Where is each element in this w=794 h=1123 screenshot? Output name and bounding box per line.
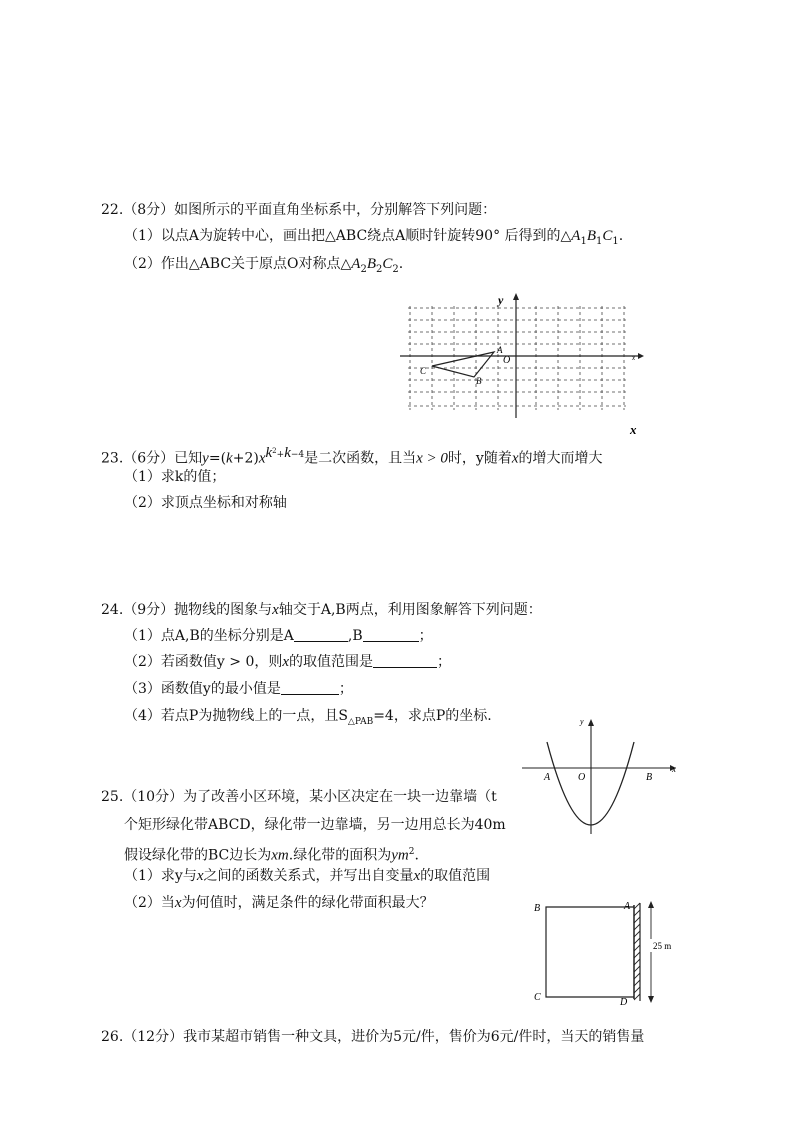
point-c-label: C bbox=[534, 992, 541, 1003]
y-axis-arrow bbox=[513, 293, 519, 300]
q25-line1: 25.（10分）为了改善小区环境，某小区决定在一块一边靠墙（t bbox=[101, 789, 497, 805]
q25-part1: （1）求y与x之间的函数关系式，并写出自变量x的取值范围 bbox=[124, 868, 491, 884]
answer-blank-b[interactable] bbox=[363, 627, 419, 642]
point-c-label: C bbox=[420, 366, 427, 376]
point-a-label: A bbox=[544, 772, 551, 783]
point-d-label: D bbox=[620, 997, 628, 1008]
q23-heading: 23.（6分）已知$y=(k+2)x^{k^2+k-4}$是二次函数，且当x > 0时，y随着x的增大而增大 bbox=[101, 445, 603, 467]
origin-label: O bbox=[578, 772, 586, 783]
answer-blank-min[interactable] bbox=[281, 680, 339, 695]
q24-part2: （2）若函数值y > 0，则x的取值范围是 ； bbox=[124, 654, 452, 670]
x-label-below: x bbox=[630, 422, 637, 437]
point-b-label: B bbox=[646, 772, 653, 783]
q24-part3: （3）函数值y的最小值是 ； bbox=[124, 681, 353, 697]
y-axis-arrow bbox=[588, 719, 594, 726]
q22-heading: 22.（8分）如图所示的平面直角坐标系中，分别解答下列问题： bbox=[101, 202, 497, 218]
q25-part2: （2）当x为何值时，满足条件的绿化带面积最大？ bbox=[124, 895, 434, 911]
point-a-label: A bbox=[497, 345, 503, 355]
q22-coordinate-grid-figure bbox=[398, 290, 648, 440]
dimension-arrow-up bbox=[648, 901, 654, 908]
answer-blank-range[interactable] bbox=[373, 653, 437, 668]
dimension-arrow-down bbox=[648, 996, 654, 1003]
q25-rectangle-figure bbox=[530, 895, 700, 1010]
q25-line3: 假设绿化带的BC边长为xm.绿化带的面积为$ym^2$. bbox=[124, 847, 419, 864]
q23-part1: （1）求k的值； bbox=[124, 469, 226, 485]
answer-blank-a[interactable] bbox=[294, 627, 348, 642]
fence-rectangle bbox=[546, 907, 634, 997]
x-axis-arrow bbox=[638, 353, 644, 359]
point-b-label: B bbox=[534, 903, 541, 914]
y-axis-label: y bbox=[498, 293, 504, 307]
x-axis-label: x bbox=[632, 354, 636, 362]
x-axis-label: x bbox=[672, 764, 676, 774]
q24-heading: 24.（9分）抛物线的图象与x轴交于A,B两点，利用图象解答下列问题： bbox=[101, 602, 542, 618]
y-axis-label: y bbox=[580, 717, 584, 726]
q24-parabola-figure bbox=[520, 712, 690, 837]
wall-length-label: 25 m bbox=[653, 941, 672, 951]
point-a-label: A bbox=[624, 901, 631, 912]
q26-heading: 26.（12分）我市某超市销售一种文具，进价为5元/件，售价为6元/件时，当天的销售量 bbox=[101, 1029, 645, 1045]
grid-lines bbox=[408, 306, 626, 410]
wall-hatching bbox=[634, 903, 640, 1000]
q24-part4: （4）若点P为抛物线上的一点，且$S_{\triangle PAB}=4$，求点P的坐标. bbox=[124, 708, 492, 727]
q22-part2: （2）作出△ABC关于原点O对称点$\triangle A_2B_2C_2$. bbox=[124, 256, 404, 275]
q24-part1: （1）点A,B的坐标分别是A ,B ； bbox=[124, 628, 433, 644]
origin-label: O bbox=[503, 355, 511, 366]
q22-part1: （1）以点A为旋转中心，画出把△ABC绕点A顺时针旋转90° 后得到的$\triangle A_1B_1C_1$. bbox=[124, 228, 624, 247]
point-b-label: B bbox=[476, 376, 482, 386]
q25-line2: 个矩形绿化带ABCD，绿化带一边靠墙，另一边用总长为40m bbox=[124, 817, 506, 833]
q23-part2: （2）求顶点坐标和对称轴 bbox=[124, 495, 287, 511]
